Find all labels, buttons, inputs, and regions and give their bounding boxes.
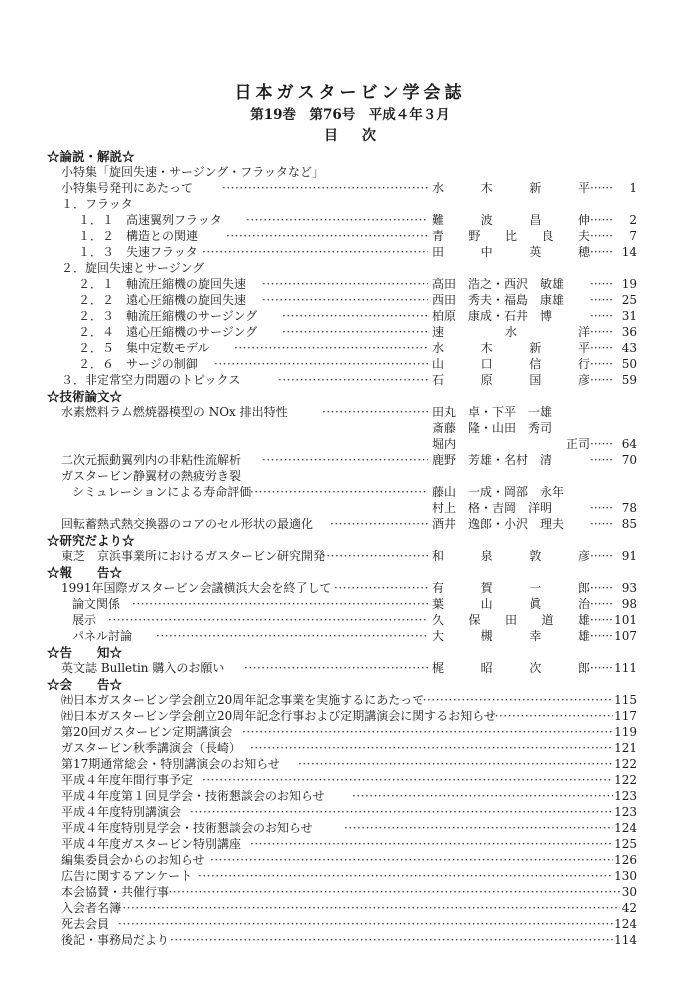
entry-title: シミュレーションによる寿命評価 [72,485,252,499]
leader-dots [164,884,620,901]
entry-page: 122 [614,757,637,771]
toc-entry[interactable] [0,260,700,277]
entry-title: ㈳日本ガスタービン学会創立20周年記念行事および定期講演会に関するお知らせ [61,709,496,723]
entry-page: 98 [621,597,637,611]
entry-page: 91 [621,549,637,563]
toc-entry[interactable] [0,868,700,885]
toc-entry[interactable] [0,308,700,325]
entry-page: 114 [614,933,637,947]
entry-page: 121 [614,741,637,755]
leader-dots [214,356,428,373]
entry-page: 115 [614,693,637,707]
toc-entry[interactable] [0,708,700,725]
toc-entry[interactable] [0,580,700,597]
entry-title: 論文関係 [72,597,121,611]
entry-title: ２．旋回失速とサージング [61,261,205,275]
entry-title: 本会協賛・共催行事 [61,885,170,899]
journal-title: 日本ガスタービン学会誌 [234,83,466,103]
entry-title: １．３ 失速フラッタ [78,245,198,259]
entry-author: 田 中 英 穂 [432,245,590,259]
entry-page: 2 [629,213,637,227]
entry-title: ２．１ 軸流圧縮機の旋回失速 [78,277,247,291]
issue-line: 第19巻 第76号 平成４年３月 [250,107,450,123]
entry-title: 第17期通常総会・特別講演会のお知らせ [61,757,280,771]
entry-title: １．２ 構造との関連 [78,229,199,243]
toc-entry[interactable] [0,884,700,901]
leader-dots [330,516,428,533]
leader-dots [352,788,614,805]
section-heading: ☆告 知☆ [47,645,123,660]
leader-dots [156,628,428,645]
toc-entry[interactable] [0,180,700,197]
leader-dots [118,900,620,917]
entry-title: 平成４年度特別見学会・技術懇談会のお知らせ [61,821,313,835]
toc-heading: 目次 [324,128,400,144]
entry-title: ガスタービン秋季講演会（長崎） [61,741,242,755]
entry-author: 青 野 比 良 夫 [432,229,590,243]
toc-entry[interactable] [0,804,700,821]
entry-page: 78 [621,501,637,515]
toc-entry[interactable] [0,628,700,645]
toc-entry[interactable] [0,724,700,741]
toc-entry[interactable] [0,244,700,261]
leader-dots [250,836,614,853]
leader-dots [234,340,428,357]
toc-entry[interactable] [0,228,700,245]
entry-author: 難 波 昌 伸 [432,213,590,227]
leader-dots [190,804,614,821]
toc-entry[interactable] [0,788,700,805]
leader-dots [262,292,428,309]
leader-dots [486,708,614,725]
entry-author: 有 賀 一 郎 [432,581,590,595]
toc-entry[interactable] [0,276,700,293]
entry-author: 藤山 一成・岡部 永年 [432,485,565,499]
entry-author: 水 木 新 平 [432,341,590,355]
entry-page: 1 [629,181,637,195]
leader-dots [262,276,428,293]
leader-dots [202,244,428,261]
toc-entry[interactable] [0,404,700,421]
entry-page: 124 [614,917,637,931]
entry-title: 展示 [72,613,97,627]
leader-dots [298,756,614,773]
entry-page: 124 [614,821,637,835]
entry-title: 小特集「旋回失速・サージング・フラッタなど」 [61,165,324,179]
entry-author: 村上 格・吉岡 洋明 [432,501,553,515]
entry-page: 111 [614,661,637,675]
toc-entry[interactable] [0,324,700,341]
entry-title: １．１ 高速翼列フラッタ [78,213,222,227]
entry-title: ３．非定常空力問題のトピックス [61,373,241,387]
toc-entry[interactable] [0,452,700,469]
entry-title: 平成４年度第１回見学会・技術懇談会のお知らせ [61,789,325,803]
entry-page: 101 [614,613,637,627]
entry-page: 123 [614,789,637,803]
leader-dots [226,228,428,245]
leader-dots [322,404,428,421]
entry-page: 107 [614,629,637,643]
entry-title: 回転蓄熱式熱交換器のコアのセル形状の最適化 [61,517,314,531]
entry-author: 鹿野 芳雄・名村 清 [432,453,553,467]
entry-title: 平成４年度特別講演会 [61,805,182,819]
leader-dots [108,612,428,629]
toc-entry[interactable] [0,372,700,389]
entry-title: 1991年国際ガスタービン会議横浜大会を終了して [61,581,332,595]
toc-entry[interactable] [0,164,700,181]
leader-dots [278,372,428,389]
entry-title: 死去会員 [61,917,110,931]
entry-title: 東芝 京浜事業所におけるガスタービン研究開発 [61,549,326,563]
section-heading: ☆技術論文☆ [47,389,123,404]
leader-dots [414,692,614,709]
entry-page: 70 [621,453,637,467]
entry-page: 119 [614,725,637,739]
leader-dots [210,852,614,869]
toc-entry[interactable] [0,356,700,373]
toc-entry[interactable] [0,756,700,773]
leader-dots [170,932,614,949]
leader-dots [118,916,614,933]
entry-page: 117 [614,709,637,723]
toc-entry[interactable] [0,740,700,757]
toc-entry[interactable] [0,916,700,933]
entry-page: 25 [621,293,637,307]
entry-author: 和 泉 敦 彦 [432,549,590,563]
entry-page: 130 [614,869,637,883]
entry-title: 小特集号発刊にあたって [61,181,194,195]
entry-author: 大 槻 幸 雄 [432,629,590,643]
entry-page: 31 [621,309,637,323]
entry-page: 42 [621,901,637,915]
leader-dots [244,660,428,677]
entry-title: ２．２ 遠心圧縮機の旋回失速 [78,293,247,307]
leader-dots [242,724,614,741]
toc-entry[interactable] [0,500,700,517]
entry-page: 64 [621,437,637,451]
entry-page: 30 [621,885,637,899]
entry-title: 水素燃料ラム燃焼器模型の NOx 排出特性 [61,405,288,419]
entry-author: 山 口 信 行 [432,357,590,371]
toc-entry[interactable] [0,548,700,565]
entry-page: 126 [614,853,637,867]
leader-dots [202,772,614,789]
toc-entry[interactable] [0,596,700,613]
toc-entry[interactable] [0,484,700,501]
entry-title: 平成４年度ガスタービン特別講座 [61,837,242,851]
toc-entry[interactable] [0,436,700,453]
toc-entry[interactable] [0,612,700,629]
entry-page: 93 [621,581,637,595]
entry-author: 柏原 康成・石井 博 [432,309,553,323]
entry-title: １．フラッタ [61,197,133,211]
entry-title: 平成４年度年間行事予定 [61,773,194,787]
section-heading: ☆報 告☆ [47,565,123,580]
toc-entry[interactable] [0,820,700,837]
entry-page: 123 [614,805,637,819]
entry-author: 水 木 新 平 [432,181,590,195]
entry-page: 125 [614,837,637,851]
entry-title: 後記・事務局だより [61,933,170,947]
entry-author: 石 原 国 彦 [432,373,590,387]
leader-dots [132,596,428,613]
leader-dots [222,180,428,197]
toc-entry[interactable] [0,836,700,853]
entry-author: 斎藤 隆・山田 秀司 [432,421,553,435]
entry-author: 高田 浩之・西沢 敏雄 [432,277,565,291]
section-heading: ☆会 告☆ [47,677,123,692]
toc-entry[interactable] [0,932,700,949]
entry-page: 43 [621,341,637,355]
entry-title: 第20回ガスタービン定期講演会 [61,725,233,739]
entry-page: 85 [621,517,637,531]
leader-dots [250,740,614,757]
entry-title: ２．３ 軸流圧縮機のサージング [78,309,258,323]
entry-author: 梶 昭 次 郎 [432,661,590,675]
toc-entry[interactable] [0,468,700,485]
entry-page: 50 [621,357,637,371]
entry-author: 田丸 卓・下平 一雄 [432,405,553,419]
entry-title: 広告に関するアンケート [61,869,193,883]
section-heading: ☆研究だより☆ [47,533,135,548]
leader-dots [250,484,428,501]
leader-dots [334,580,428,597]
entry-page: 7 [629,229,637,243]
entry-title: 二次元振動翼列内の非粘性流解析 [61,453,242,467]
toc-entry[interactable] [0,196,700,213]
entry-page: 19 [621,277,637,291]
toc-entry[interactable] [0,900,700,917]
toc-entry[interactable] [0,852,700,869]
toc-entry[interactable] [0,420,700,437]
section-heading: ☆論説・解説☆ [47,149,135,164]
entry-title: ㈳日本ガスタービン学会創立20周年記念事業を実施するにあたって [61,693,425,707]
entry-title: ２．４ 遠心圧縮機のサージング [78,325,258,339]
entry-author: 西田 秀夫・福島 康雄 [432,293,565,307]
entry-title: ２．６ サージの制御 [78,357,198,371]
entry-page: 36 [621,325,637,339]
leader-dots [246,212,428,229]
entry-author: 堀内 正司 [432,437,590,451]
toc-entry[interactable] [0,340,700,357]
toc-entry[interactable] [0,660,700,677]
leader-dots [282,324,428,341]
entry-title: ２．５ 集中定数モデル [78,341,210,355]
entry-author: 酒井 逸郎・小沢 理夫 [432,517,565,531]
toc-entry[interactable] [0,292,700,309]
entry-page: 14 [621,245,637,259]
entry-author: 速 水 洋 [432,325,590,339]
toc-entry[interactable] [0,772,700,789]
entry-author: 久 保 田 道 雄 [432,613,590,627]
leader-dots [344,820,614,837]
entry-title: 英文誌 Bulletin 購入のお願い [61,661,225,675]
leader-dots [322,548,428,565]
toc-entry[interactable] [0,516,700,533]
entry-author: 葉 山 眞 治 [432,597,590,611]
entry-title: パネル討論 [72,629,133,643]
entry-title: 入会者名簿 [61,901,122,915]
leader-dots [198,868,614,885]
toc-entry[interactable] [0,212,700,229]
toc-entry[interactable] [0,692,700,709]
entry-title: ガスタービン静翼材の熱疲労き裂 [61,469,242,483]
entry-page: 59 [621,373,637,387]
leader-dots [262,452,428,469]
leader-dots [282,308,428,325]
entry-page: 122 [614,773,637,787]
entry-title: 編集委員会からのお知らせ [61,853,205,867]
